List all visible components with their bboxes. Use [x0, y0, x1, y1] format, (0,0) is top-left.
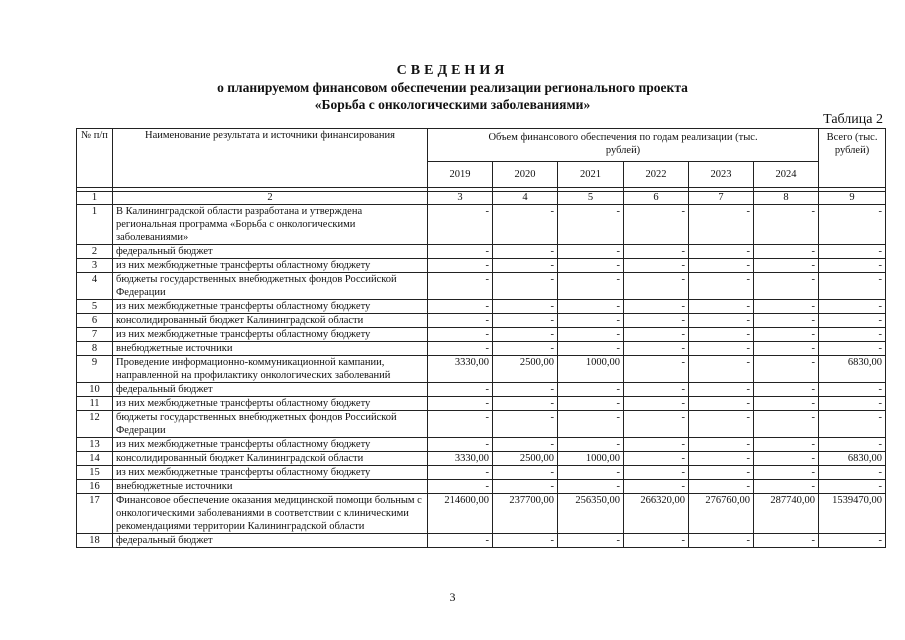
row-value: 1000,00	[558, 356, 624, 383]
header-no: № п/п	[77, 129, 113, 188]
row-value: -	[689, 356, 754, 383]
row-number: 15	[77, 466, 113, 480]
row-name: Проведение информационно-коммуникационной кампании, направленной на профилактику онкологических заболеваний	[113, 356, 428, 383]
row-value: -	[558, 480, 624, 494]
row-value: -	[428, 466, 493, 480]
row-number: 2	[77, 245, 113, 259]
row-number: 5	[77, 300, 113, 314]
row-value: 3330,00	[428, 356, 493, 383]
header-year: 2020	[493, 162, 558, 188]
row-number: 14	[77, 452, 113, 466]
row-value: -	[624, 328, 689, 342]
row-value: 237700,00	[493, 494, 558, 534]
row-value: -	[428, 205, 493, 245]
row-total: -	[819, 245, 886, 259]
row-value: -	[493, 342, 558, 356]
row-value: -	[754, 356, 819, 383]
row-name: федеральный бюджет	[113, 245, 428, 259]
row-name: из них межбюджетные трансферты областному бюджету	[113, 300, 428, 314]
row-value: -	[493, 328, 558, 342]
table-row	[77, 411, 886, 438]
row-value: -	[493, 314, 558, 328]
row-value: -	[624, 205, 689, 245]
row-value: -	[493, 205, 558, 245]
row-total: -	[819, 314, 886, 328]
row-value: -	[624, 438, 689, 452]
row-value: -	[689, 273, 754, 300]
row-value: -	[689, 438, 754, 452]
row-name: из них межбюджетные трансферты областному бюджету	[113, 259, 428, 273]
row-value: -	[754, 411, 819, 438]
row-value: -	[754, 328, 819, 342]
row-value: -	[754, 273, 819, 300]
column-number: 5	[558, 192, 624, 205]
row-value: -	[428, 480, 493, 494]
row-name: В Калининградской области разработана и утверждена региональная программа «Борьба с онкологическими заболеваниями»	[113, 205, 428, 245]
row-value: -	[558, 273, 624, 300]
row-value: -	[428, 245, 493, 259]
header-year: 2022	[624, 162, 689, 188]
row-value: -	[493, 245, 558, 259]
row-value: -	[754, 205, 819, 245]
row-value: -	[624, 314, 689, 328]
row-value: -	[428, 314, 493, 328]
row-value: -	[493, 411, 558, 438]
row-value: -	[558, 342, 624, 356]
row-number: 13	[77, 438, 113, 452]
row-number: 9	[77, 356, 113, 383]
row-value: -	[624, 259, 689, 273]
row-value: -	[689, 534, 754, 548]
row-total: 6830,00	[819, 356, 886, 383]
header-year: 2024	[754, 162, 819, 188]
table-row	[77, 534, 886, 548]
row-value: -	[493, 466, 558, 480]
row-value: -	[689, 397, 754, 411]
column-number: 9	[819, 192, 886, 205]
row-value: 276760,00	[689, 494, 754, 534]
header-year: 2021	[558, 162, 624, 188]
row-value: -	[689, 245, 754, 259]
row-value: -	[428, 397, 493, 411]
row-value: -	[428, 534, 493, 548]
row-number: 1	[77, 205, 113, 245]
row-total: -	[819, 328, 886, 342]
column-number: 2	[113, 192, 428, 205]
row-value: -	[558, 259, 624, 273]
row-value: -	[558, 245, 624, 259]
row-name: бюджеты государственных внебюджетных фондов Российской Федерации	[113, 273, 428, 300]
row-value: -	[493, 397, 558, 411]
row-value: -	[754, 452, 819, 466]
column-number: 3	[428, 192, 493, 205]
header-year: 2019	[428, 162, 493, 188]
row-value: -	[428, 300, 493, 314]
row-value: -	[428, 438, 493, 452]
row-value: -	[624, 245, 689, 259]
table-row	[77, 466, 886, 480]
column-number: 8	[754, 192, 819, 205]
row-value: -	[624, 356, 689, 383]
column-number: 4	[493, 192, 558, 205]
row-name: консолидированный бюджет Калининградской области	[113, 314, 428, 328]
row-total: 1539470,00	[819, 494, 886, 534]
header-volume: Объем финансового обеспечения по годам реализации (тыс. рублей)	[428, 129, 819, 162]
row-value: -	[754, 397, 819, 411]
row-value: -	[428, 411, 493, 438]
row-number: 8	[77, 342, 113, 356]
row-value: -	[428, 328, 493, 342]
row-value: -	[493, 259, 558, 273]
row-total: -	[819, 534, 886, 548]
row-value: -	[754, 534, 819, 548]
row-total: -	[819, 300, 886, 314]
row-value: -	[624, 342, 689, 356]
row-value: -	[493, 480, 558, 494]
row-value: -	[493, 300, 558, 314]
row-number: 12	[77, 411, 113, 438]
row-name: из них межбюджетные трансферты областному бюджету	[113, 466, 428, 480]
row-value: -	[493, 383, 558, 397]
row-value: -	[624, 411, 689, 438]
row-value: -	[624, 383, 689, 397]
row-total: -	[819, 205, 886, 245]
row-total: -	[819, 397, 886, 411]
table-row	[77, 205, 886, 245]
table-row	[77, 342, 886, 356]
row-value: -	[624, 480, 689, 494]
financing-table	[76, 128, 886, 548]
table-row	[77, 245, 886, 259]
row-value: 1000,00	[558, 452, 624, 466]
table-row	[77, 328, 886, 342]
row-total: -	[819, 466, 886, 480]
column-number: 7	[689, 192, 754, 205]
row-value: -	[624, 273, 689, 300]
page-number: 3	[449, 590, 456, 604]
row-total: -	[819, 342, 886, 356]
row-value: -	[558, 205, 624, 245]
row-number: 3	[77, 259, 113, 273]
row-value: -	[428, 259, 493, 273]
row-total: 6830,00	[819, 452, 886, 466]
table-row	[77, 273, 886, 300]
row-value: -	[754, 300, 819, 314]
row-value: 2500,00	[493, 452, 558, 466]
document-title: СВЕДЕНИЯ	[396, 63, 509, 78]
row-value: -	[754, 438, 819, 452]
row-value: 256350,00	[558, 494, 624, 534]
row-value: -	[558, 438, 624, 452]
header-name: Наименование результата и источники финансирования	[113, 129, 428, 188]
row-value: -	[624, 300, 689, 314]
row-value: -	[689, 452, 754, 466]
table-row	[77, 259, 886, 273]
row-name: бюджеты государственных внебюджетных фондов Российской Федерации	[113, 411, 428, 438]
row-total: -	[819, 411, 886, 438]
row-name: Финансовое обеспечение оказания медицинской помощи больным с онкологическими заболеваниями в соответствии с клиническими рекомендациями территории Калининградской области	[113, 494, 428, 534]
row-value: -	[493, 534, 558, 548]
table-row	[77, 356, 886, 383]
row-value: -	[428, 383, 493, 397]
row-name: из них межбюджетные трансферты областному бюджету	[113, 328, 428, 342]
row-value: -	[428, 273, 493, 300]
row-name: федеральный бюджет	[113, 383, 428, 397]
table-row	[77, 383, 886, 397]
header-total: Всего (тыс. рублей)	[819, 129, 886, 188]
row-number: 16	[77, 480, 113, 494]
row-number: 17	[77, 494, 113, 534]
row-total: -	[819, 480, 886, 494]
row-value: -	[689, 342, 754, 356]
row-number: 7	[77, 328, 113, 342]
column-number: 1	[77, 192, 113, 205]
row-value: -	[624, 534, 689, 548]
table-row	[77, 480, 886, 494]
row-value: -	[754, 259, 819, 273]
table-row	[77, 494, 886, 534]
row-value: -	[689, 466, 754, 480]
row-value: -	[624, 397, 689, 411]
row-name: внебюджетные источники	[113, 480, 428, 494]
row-name: из них межбюджетные трансферты областному бюджету	[113, 438, 428, 452]
row-value: -	[754, 383, 819, 397]
row-number: 6	[77, 314, 113, 328]
row-value: -	[624, 452, 689, 466]
row-total: -	[819, 259, 886, 273]
table-label: Таблица 2	[823, 112, 883, 127]
row-value: -	[754, 314, 819, 328]
row-value: 2500,00	[493, 356, 558, 383]
row-value: -	[558, 534, 624, 548]
table-row	[77, 397, 886, 411]
row-value: -	[558, 300, 624, 314]
row-value: -	[689, 300, 754, 314]
table-row	[77, 438, 886, 452]
row-value: -	[689, 259, 754, 273]
row-name: из них межбюджетные трансферты областному бюджету	[113, 397, 428, 411]
row-number: 11	[77, 397, 113, 411]
row-value: -	[558, 328, 624, 342]
row-value: -	[624, 466, 689, 480]
row-number: 18	[77, 534, 113, 548]
row-value: -	[689, 328, 754, 342]
row-value: -	[754, 466, 819, 480]
row-total: -	[819, 383, 886, 397]
row-value: 287740,00	[754, 494, 819, 534]
column-number: 6	[624, 192, 689, 205]
document-subtitle-line-2: «Борьба с онкологическими заболеваниями»	[314, 97, 591, 112]
row-name: федеральный бюджет	[113, 534, 428, 548]
row-value: -	[558, 411, 624, 438]
row-value: 214600,00	[428, 494, 493, 534]
table-row	[77, 300, 886, 314]
row-value: -	[754, 480, 819, 494]
row-value: -	[689, 411, 754, 438]
row-number: 4	[77, 273, 113, 300]
row-total: -	[819, 273, 886, 300]
table-row	[77, 314, 886, 328]
row-value: -	[428, 342, 493, 356]
row-number: 10	[77, 383, 113, 397]
row-value: -	[754, 245, 819, 259]
row-value: -	[558, 466, 624, 480]
header-year: 2023	[689, 162, 754, 188]
row-value: -	[689, 314, 754, 328]
row-value: -	[689, 383, 754, 397]
table-row	[77, 452, 886, 466]
row-value: 266320,00	[624, 494, 689, 534]
row-value: -	[754, 342, 819, 356]
document-subtitle-line-1: о планируемом финансовом обеспечении реализации регионального проекта	[217, 80, 688, 95]
row-total: -	[819, 438, 886, 452]
row-value: -	[558, 314, 624, 328]
row-value: -	[493, 273, 558, 300]
row-name: внебюджетные источники	[113, 342, 428, 356]
row-name: консолидированный бюджет Калининградской области	[113, 452, 428, 466]
row-value: -	[689, 205, 754, 245]
row-value: 3330,00	[428, 452, 493, 466]
row-value: -	[558, 383, 624, 397]
row-value: -	[689, 480, 754, 494]
row-value: -	[493, 438, 558, 452]
row-value: -	[558, 397, 624, 411]
